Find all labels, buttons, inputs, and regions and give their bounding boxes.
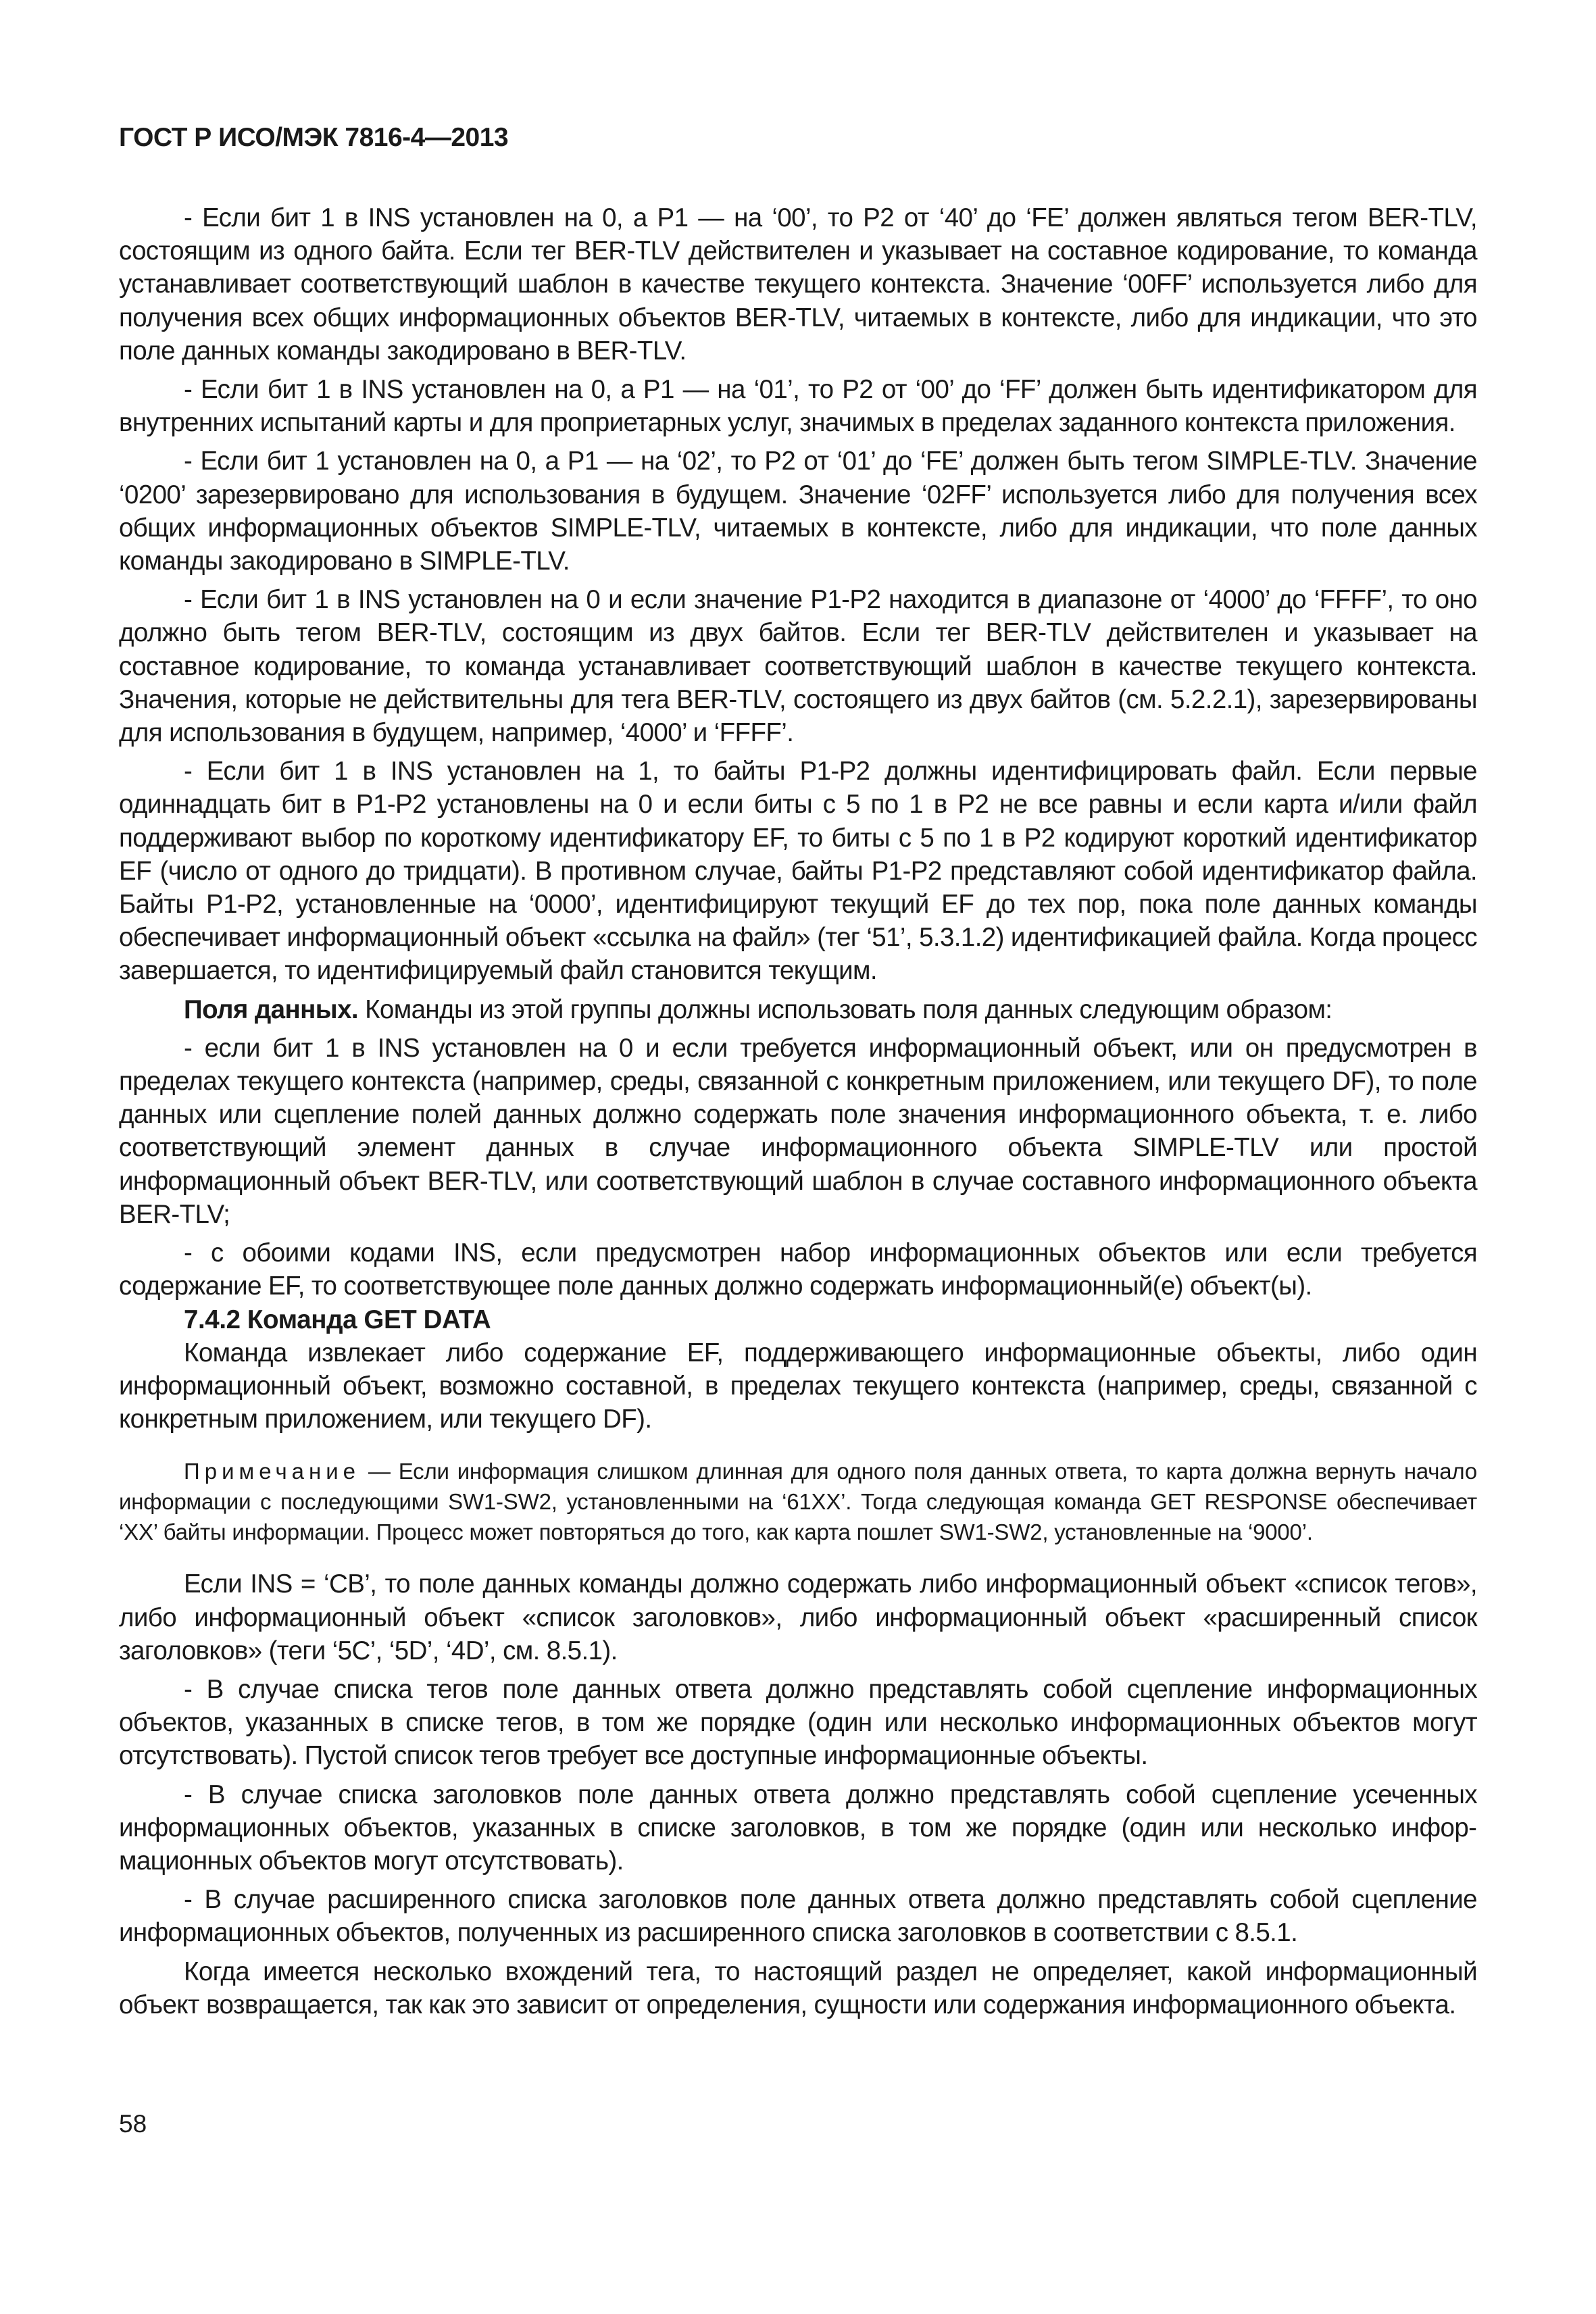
paragraph-data-field-rule-2: - с обоими кодами INS, если предусмотрен набор информационных объектов или если требуется содержание EF, то соответствующее поле данных должно содержать информационный(е) объект(ы). — [119, 1238, 1477, 1301]
document-header: ГОСТ Р ИСО/МЭК 7816-4—2013 — [119, 123, 509, 152]
paragraph-p1-01: - Если бит 1 в INS установлен на 0, а P1 — на ‘01’, то P2 от ‘00’ до ‘FF’ должен быть идентификатором для внутренних испытаний карты и для проприетарных услуг, значимых в пределах заданного контекста приложения. — [119, 375, 1477, 438]
paragraph-file-identification: - Если бит 1 в INS установлен на 1, то байты P1-P2 должны идентифицировать файл. Если первые одиннадцать бит в P1-P2 установлены на 0 и если биты с 5 по 1 в P2 не все равны и если карта и/или файл поддерживают выбор по короткому идентификатору EF, то биты с 5 по 1 в P2 кодируют короткий идентификатор EF (число от одного до тридцати). В противном случае, байты P1-P2 представляют собой идентификатор файла. Байты P1-P2, установленные на ‘0000’, идентифицируют текущий EF до тех пор, пока поле данных команды обеспечивает информационный объект «ссылка на файл» (тег ‘51’, 5.3.1.2) идентификацией файла. Когда процесс завершается, то идентифицируемый файл становится текущим. — [119, 757, 1477, 986]
document-body — [119, 201, 1477, 2021]
note-label: Примечание — [184, 1459, 361, 1484]
paragraph-two-byte-tag: - Если бит 1 в INS установлен на 0 и если значение P1-P2 находится в диапазоне от ‘4000’ до ‘FFFF’, то оно должно быть тегом BER-TLV, состоящим из двух байтов. Если тег BER-TLV действителен и указывает на составное кодирование, то команда устанавливает соответствующий шаблон в качестве текущего контекста. Значения, которые не действительны для тега BER-TLV, состоящего из двух байтов (см. 5.2.2.1), зарезервированы для использования в будущем, например, ‘4000’ и ‘FFFF’. — [119, 585, 1477, 748]
paragraph-multiple-occurrences: Когда имеется несколько вхождений тега, то настоящий раздел не определяет, какой информационный объект возвращается, так как это зависит от определения, сущности или содержания информационного объекта. — [119, 1957, 1477, 2019]
note-block — [119, 1456, 1477, 1547]
section-heading-get-data: 7.4.2 Команда GET DATA — [184, 1305, 491, 1334]
paragraph-p1-02-simple-tlv: - Если бит 1 установлен на 0, а P1 — на ‘02’, то P2 от ‘01’ до ‘FE’ должен быть тегом SIMPLE-TLV. Значение ‘0200’ зарезервировано для использования в будущем. Значение ‘02FF’ используется либо для получения всех общих информационных объектов SIMPLE-TLV, читаемых в контексте, либо для индикации, что поле данных команды закодировано в SIMPLE-TLV. — [119, 447, 1477, 576]
paragraph-header-list: - В случае списка заголовков поле данных ответа должно представлять собой сцепление усеченных информационных объектов, указанных в списке заголовков, в том же порядке (один или несколько информационных объектов могут отсутствовать). — [119, 1780, 1477, 1876]
data-fields-text: Команды из этой группы должны использовать поля данных следующим образом: — [358, 995, 1332, 1024]
paragraph-data-fields — [119, 993, 1477, 1026]
paragraph-ins-cb: Если INS = ‘CB’, то поле данных команды должно содержать либо информационный объект «список тегов», либо информационный объект «список заголовков», либо информационный объект «расширенный список заголовков» (теги ‘5C’, ‘5D’, ‘4D’, см. 8.5.1). — [119, 1569, 1477, 1665]
paragraph-data-field-rule-1: - если бит 1 в INS установлен на 0 и если требуется информационный объект, или он предусмотрен в пределах текущего контекста (например, среды, связанной с конкретным приложением, или текущего DF), то поле данных или сцепление полей данных должно содержать поле значения информационного объекта, т. е. либо соответствующий элемент данных в случае информационного объекта SIMPLE-TLV или простой информационный объект BER-TLV, или соответствующий шаблон в случае составного информационного объекта BER-TLV; — [119, 1033, 1477, 1229]
data-fields-label: Поля данных. — [184, 995, 358, 1024]
paragraph-p2-ber-tlv-tag: - Если бит 1 в INS установлен на 0, а P1 — на ‘00’, то P2 от ‘40’ до ‘FE’ должен являться тегом BER-TLV, состоящим из одного байта. Если тег BER-TLV действителен и указывает на составное кодирование, то команда устанавливает соответствующий шаблон в качестве текущего контекста. Значение ‘00FF’ используется либо для получения всех общих информационных объектов BER-TLV, читаемых в контексте, либо для индикации, что это поле данных команды закодировано в BER-TLV. — [119, 203, 1477, 366]
note-text: — Если информация слишком длинная для одного поля данных ответа, то карта должна вернуть начало информации с последующими SW1-SW2, установленными на ‘61XX’. Тогда следующая команда GET RESPONSE обеспечивает ‘XX’ байты информации. Процесс может повторяться до того, как карта пошлет SW1-SW2, установленные на ‘9000’. — [119, 1459, 1477, 1545]
paragraph-tag-list: - В случае списка тегов поле данных ответа должно представлять собой сцепление информационных объектов, указанных в списке тегов, в том же порядке (один или несколько информационных объектов могут отсутствовать). Пустой список тегов требует все доступные информационные объекты. — [119, 1674, 1477, 1771]
paragraph-extended-header-list: - В случае расширенного списка заголовков поле данных ответа должно представлять собой сцепление информационных объектов, полученных из расширенного списка заголовков в соответствии с 8.5.1. — [119, 1885, 1477, 1948]
paragraph-get-data-intro: Команда извлекает либо содержание EF, поддерживающего информационные объекты, либо один информационный объект, возможно составной, в пределах текущего контекста (например, среды, связанной с конкретным приложением, или текущего DF). — [119, 1338, 1477, 1434]
page-number: 58 — [119, 2110, 147, 2138]
